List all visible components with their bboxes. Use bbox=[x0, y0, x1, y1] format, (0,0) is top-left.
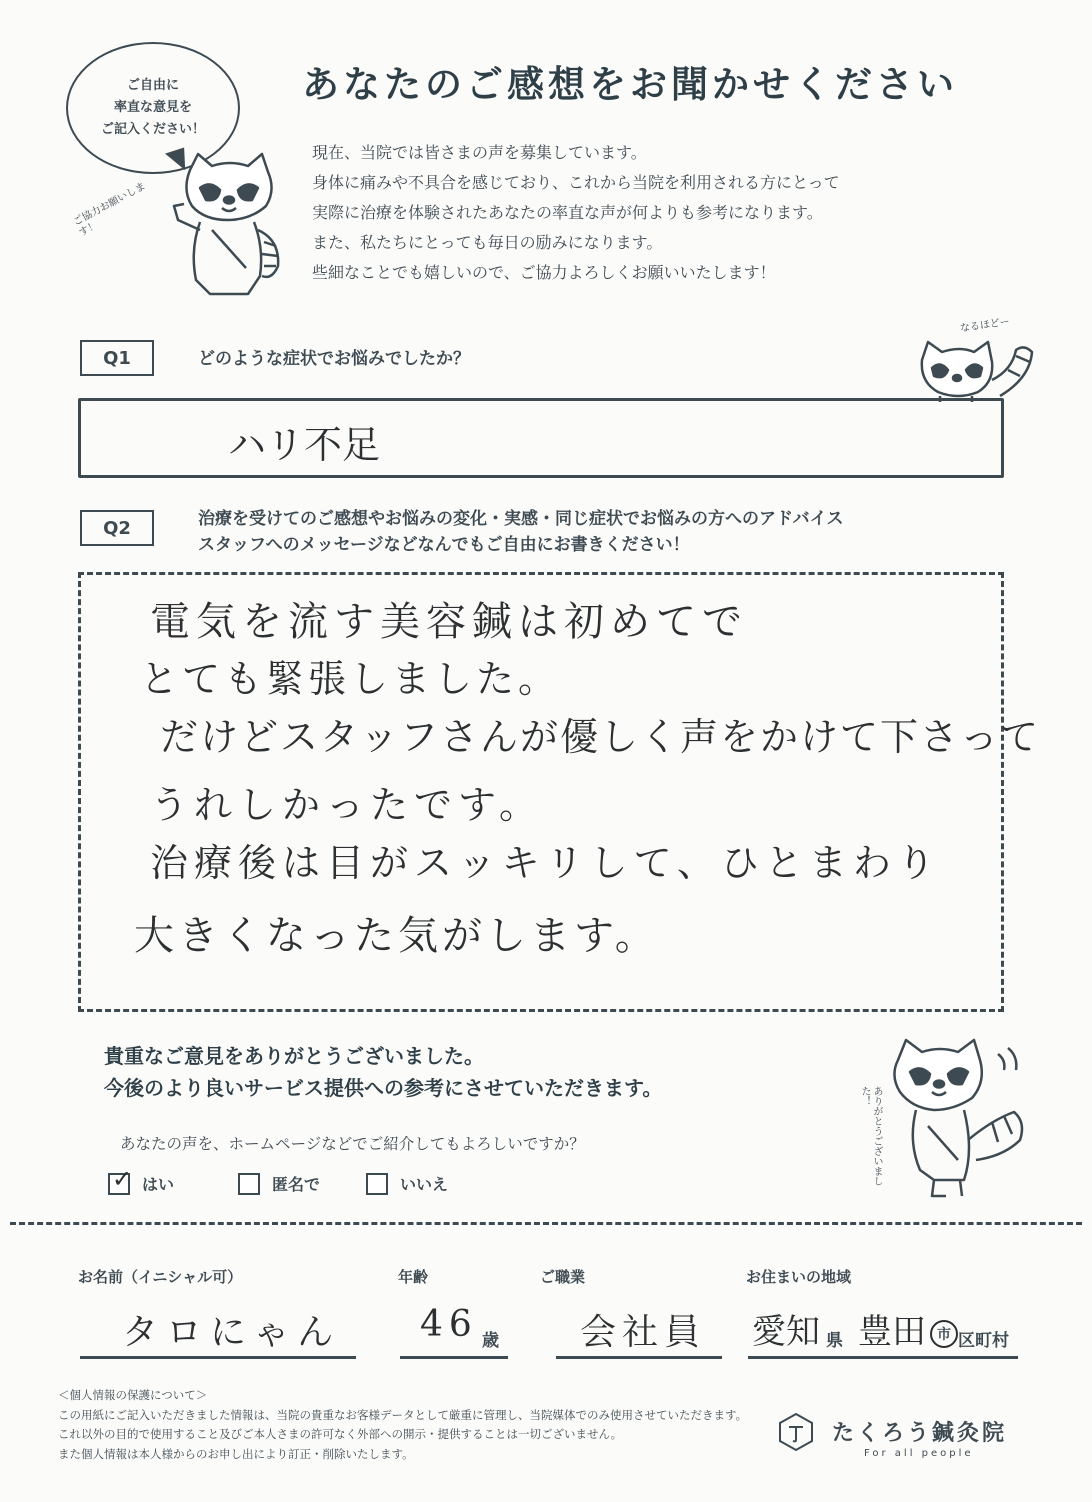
age-suffix: 歳 bbox=[482, 1331, 499, 1351]
q2-question bbox=[198, 506, 844, 558]
job-value: 会社員 bbox=[580, 1312, 707, 1353]
page-title: あなたのご感想をお聞かせください bbox=[302, 63, 958, 106]
q2-answer-line: 大きくなった気がします。 bbox=[134, 913, 659, 959]
area-city: 豊田 bbox=[858, 1312, 926, 1352]
checkbox-anonymous[interactable] bbox=[238, 1173, 260, 1195]
q2-answer-line: とても緊張しました。 bbox=[140, 657, 561, 701]
job-line bbox=[556, 1356, 722, 1359]
consent-option-anonymous[interactable] bbox=[238, 1172, 320, 1195]
thanks-line: 今後のより良いサービス提供への参考にさせていただきます。 bbox=[104, 1076, 663, 1100]
bubble-line: ご自由に bbox=[126, 78, 179, 93]
option-label: 匿名で bbox=[272, 1175, 321, 1194]
privacy-line: この用紙にご記入いただきました情報は、当院の貴重なお客様データとして厳重に管理し、当院媒体でのみ使用させていただきます。 bbox=[58, 1407, 748, 1422]
thanks-line: 貴重なご意見をありがとうございました。 bbox=[104, 1044, 484, 1068]
option-label: いいえ bbox=[400, 1175, 449, 1194]
privacy-notice bbox=[58, 1386, 747, 1464]
area-pref-suffix: 県 bbox=[826, 1331, 843, 1351]
consent-option-yes[interactable] bbox=[108, 1164, 175, 1195]
bubble-line: ご記入ください！ bbox=[100, 122, 205, 137]
q1-label: Q1 bbox=[80, 340, 154, 376]
check-icon: ✓ bbox=[112, 1164, 133, 1193]
mascot-note-left: ご協力お願いします！ bbox=[71, 180, 148, 239]
q2-answer-line: 電気を流す美容鍼は初めてで bbox=[150, 599, 748, 645]
name-label: お名前（イニシャル可） bbox=[78, 1268, 243, 1286]
clinic-name: たくろう鍼灸院 bbox=[832, 1421, 1008, 1446]
q2-question-line: 治療を受けてのご感想やお悩みの変化・実感・同じ症状でお悩みの方へのアドバイス bbox=[198, 509, 844, 529]
job-label: ご職業 bbox=[540, 1268, 586, 1286]
age-label: 年齢 bbox=[398, 1268, 429, 1286]
q1-question: どのような症状でお悩みでしたか？ bbox=[198, 349, 470, 369]
clinic-tagline: For all people bbox=[864, 1448, 974, 1459]
consent-question: あなたの声を、ホームページなどでご紹介してもよろしいですか？ bbox=[120, 1135, 585, 1153]
area-pref: 愛知 bbox=[752, 1312, 820, 1352]
intro-line: また、私たちにとっても毎日の励みになります。 bbox=[312, 233, 663, 252]
waving-raccoon-icon bbox=[880, 1030, 1040, 1202]
intro-line: 実際に治療を体験されたあなたの率直な声が何よりも参考になります。 bbox=[312, 203, 823, 222]
age-value: 46 bbox=[420, 1304, 478, 1345]
mascot-note-right: なるほどー bbox=[959, 316, 1011, 335]
intro-line: 身体に痛みや不具合を感じており、これから当院を利用される方にとって bbox=[312, 173, 840, 192]
age-line bbox=[400, 1356, 508, 1359]
peeking-raccoon-icon bbox=[912, 330, 1042, 404]
intro-line: 些細なことでも嬉しいので、ご協力よろしくお願いいたします！ bbox=[312, 263, 776, 282]
mascot-note-bottom: ありがとうございました！ bbox=[859, 1086, 882, 1186]
raccoon-mascot-icon bbox=[160, 150, 300, 300]
clinic-logo-icon bbox=[776, 1412, 816, 1452]
q1-answer: ハリ不足 bbox=[228, 423, 381, 467]
area-city-circled: 市 bbox=[930, 1320, 958, 1348]
name-value: タロにゃん bbox=[122, 1312, 342, 1353]
privacy-title: ＜個人情報の保護について＞ bbox=[58, 1388, 208, 1402]
q2-answer-line: だけどスタッフさんが優しく声をかけて下さって bbox=[160, 715, 1041, 759]
privacy-line: また個人情報は本人様からのお申し出により訂正・削除いたします。 bbox=[58, 1446, 414, 1461]
area-city-suffix: 区町村 bbox=[958, 1331, 1009, 1351]
q2-answer-line: うれしかったです。 bbox=[150, 783, 543, 827]
q1-answer-box bbox=[78, 398, 1004, 478]
area-label: お住まいの地域 bbox=[746, 1268, 852, 1286]
intro-text bbox=[312, 138, 840, 288]
bubble-line: 率直な意見を bbox=[113, 100, 192, 115]
option-label: はい bbox=[142, 1175, 175, 1194]
q2-label: Q2 bbox=[80, 510, 154, 546]
privacy-line: これ以外の目的で使用すること及びご本人さまの許可なく外部への開示・提供することは一切ございません。 bbox=[58, 1427, 623, 1441]
consent-option-no[interactable] bbox=[366, 1172, 448, 1195]
q2-answer-line: 治療後は目がスッキリして、ひとまわり bbox=[150, 841, 941, 885]
section-divider bbox=[10, 1222, 1082, 1225]
checkbox-yes[interactable] bbox=[108, 1164, 133, 1195]
checkbox-no[interactable] bbox=[366, 1173, 388, 1195]
thanks-message bbox=[104, 1040, 662, 1104]
intro-line: 現在、当院では皆さまの声を募集しています。 bbox=[312, 143, 647, 162]
area-line bbox=[748, 1356, 1018, 1359]
name-line bbox=[80, 1356, 356, 1359]
q2-question-line: スタッフへのメッセージなどなんでもご自由にお書きください！ bbox=[198, 535, 690, 555]
